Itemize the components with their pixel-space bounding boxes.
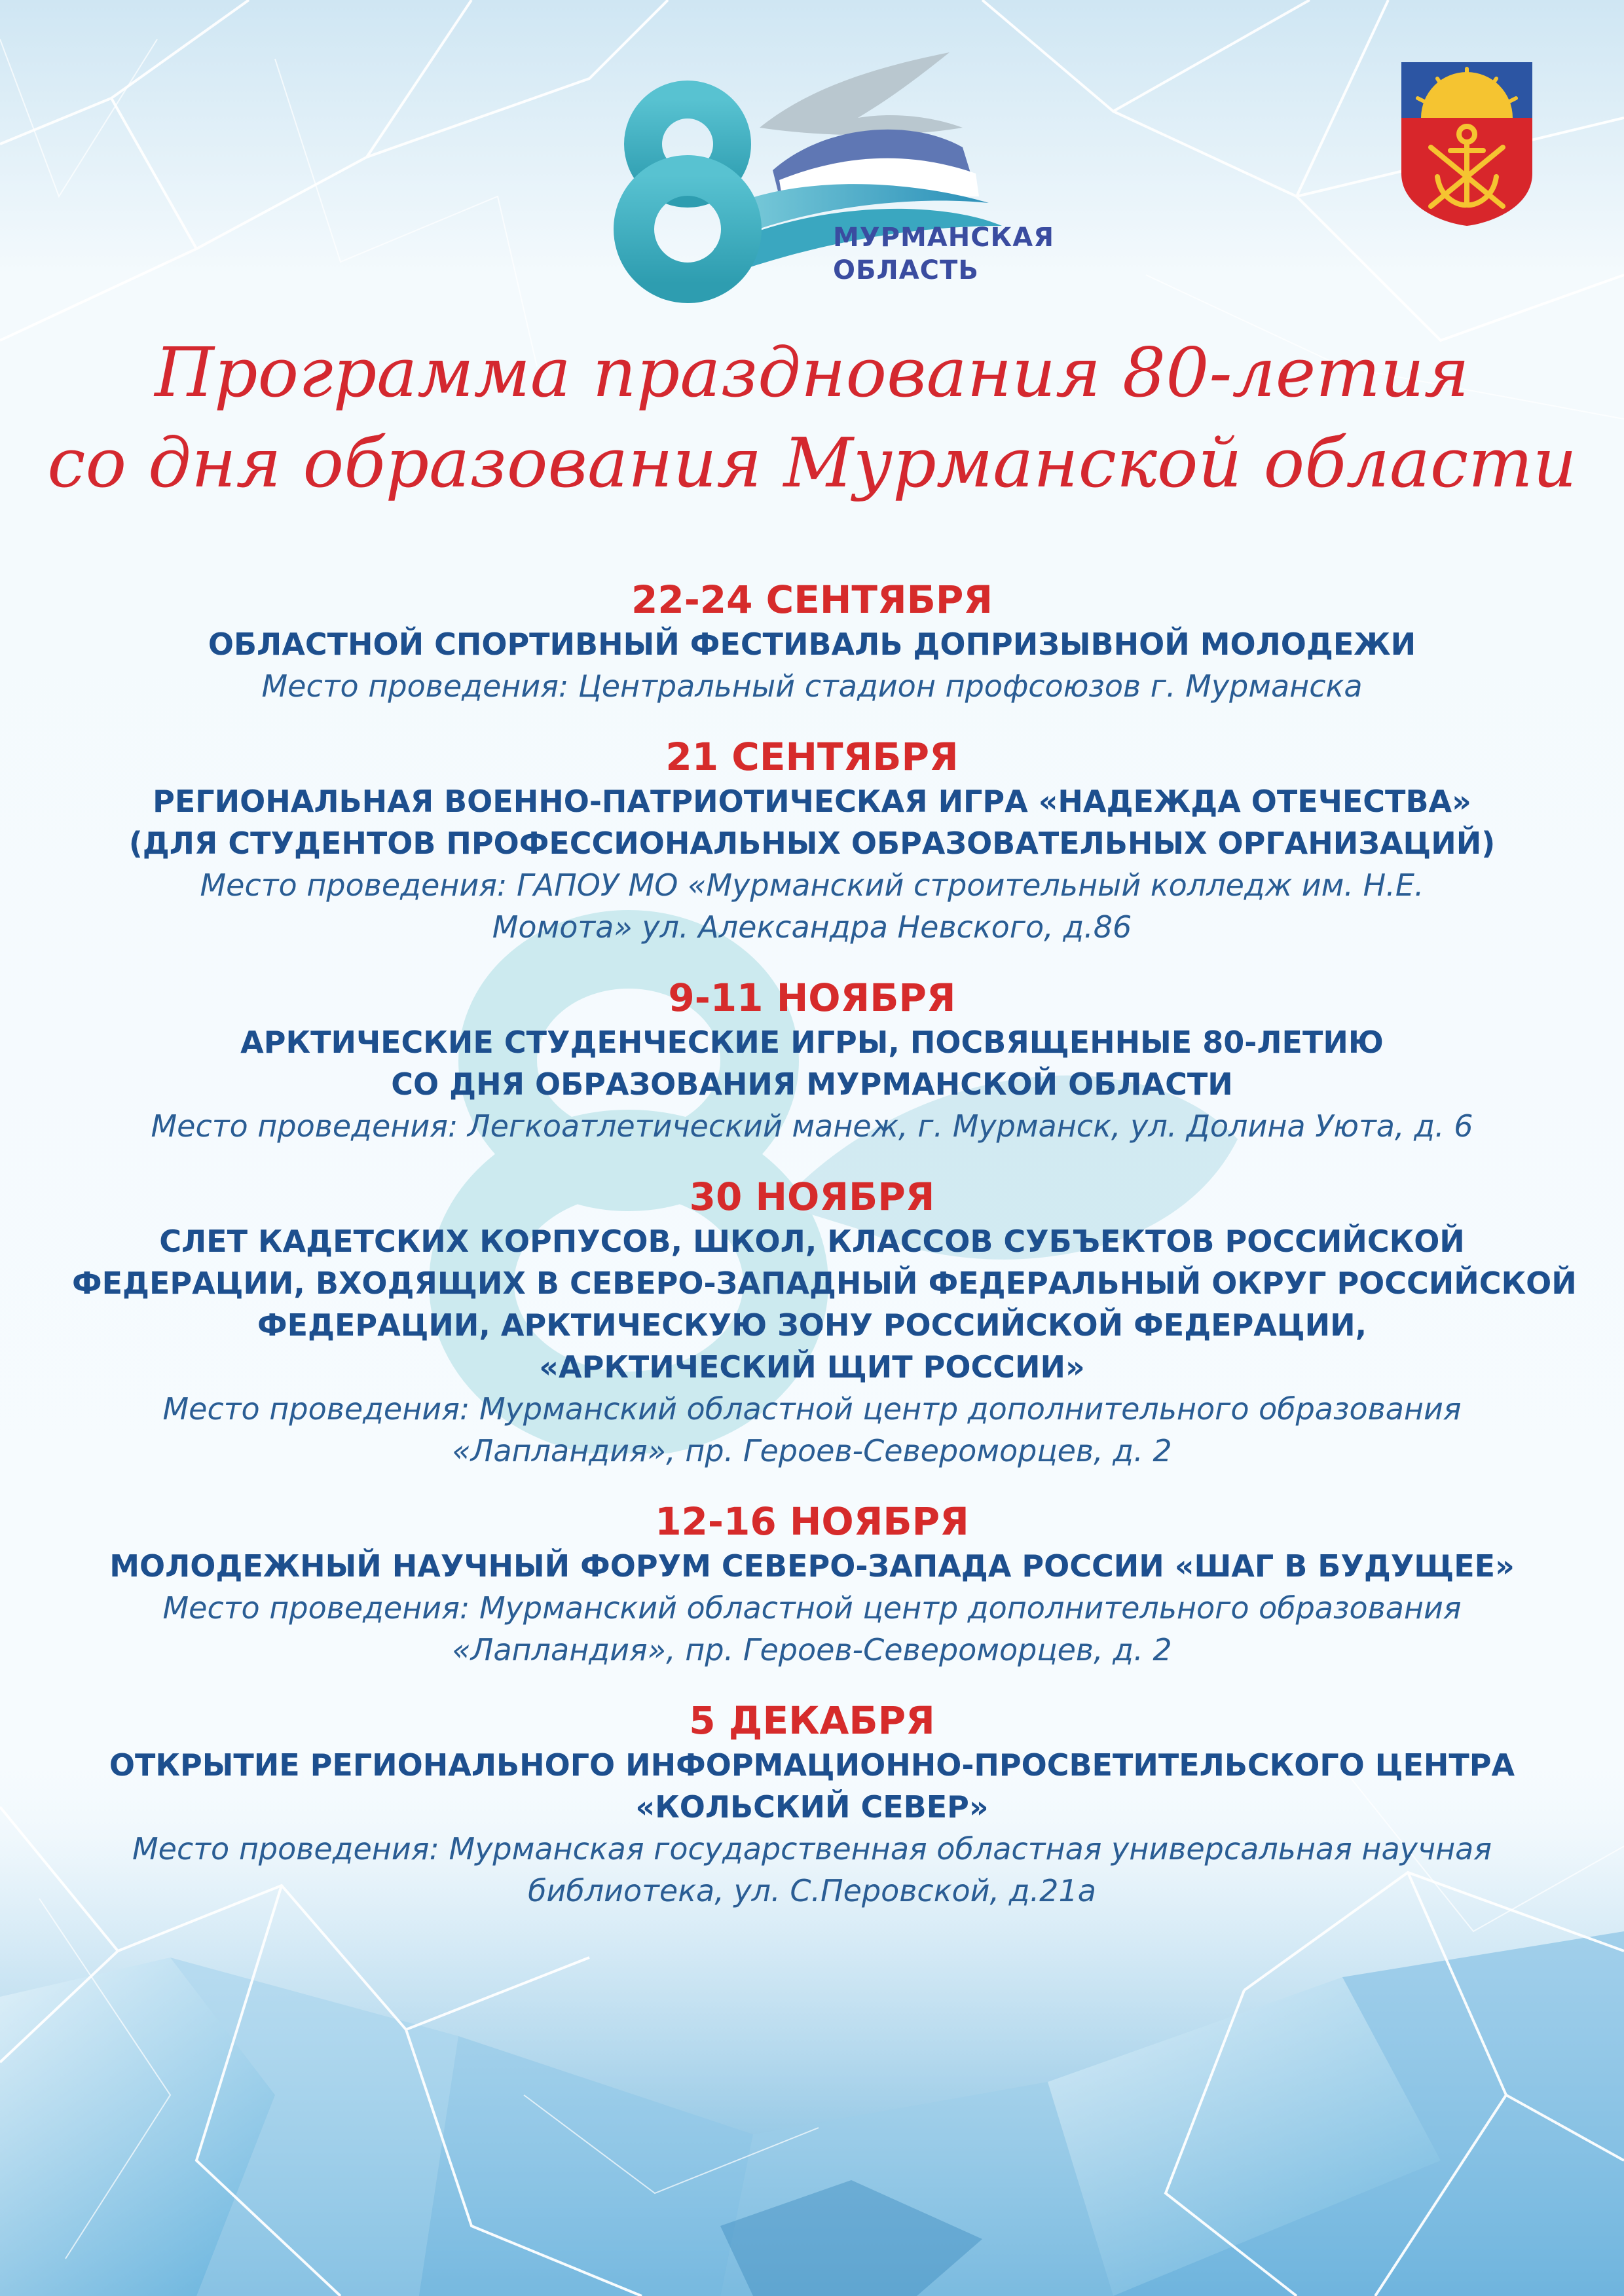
event-title-line: МОЛОДЕЖНЫЙ НАУЧНЫЙ ФОРУМ СЕВЕРО-ЗАПАДА РОССИИ «ШАГ В БУДУЩЕЕ» — [109, 1548, 1515, 1584]
event-location — [72, 1105, 1552, 1147]
event-item — [72, 1697, 1552, 1912]
event-title — [72, 1744, 1552, 1828]
event-title-line: ФЕДЕРАЦИИ, АРКТИЧЕСКУЮ ЗОНУ РОССИЙСКОЙ ФЕДЕРАЦИИ, — [257, 1307, 1367, 1343]
event-item — [72, 733, 1552, 948]
event-item — [72, 1173, 1577, 1472]
event-location-line: Место проведения: Мурманский областной центр дополнительного образования — [162, 1590, 1462, 1626]
event-item — [72, 974, 1552, 1147]
event-location — [72, 1587, 1552, 1671]
event-item — [72, 576, 1552, 707]
logo-region-line2: ОБЛАСТЬ — [833, 255, 979, 285]
event-title-line: РЕГИОНАЛЬНАЯ ВОЕННО-ПАТРИОТИЧЕСКАЯ ИГРА «НАДЕЖДА ОТЕЧЕСТВА» — [153, 784, 1471, 819]
event-title-line: (ДЛЯ СТУДЕНТОВ ПРОФЕССИОНАЛЬНЫХ ОБРАЗОВАТЕЛЬНЫХ ОРГАНИЗАЦИЙ) — [128, 826, 1496, 861]
event-location-line: Место проведения: Легкоатлетический манеж, г. Мурманск, ул. Долина Уюта, д. 6 — [151, 1108, 1473, 1144]
event-title-line: ОБЛАСТНОЙ СПОРТИВНЫЙ ФЕСТИВАЛЬ ДОПРИЗЫВНОЙ МОЛОДЕЖИ — [208, 627, 1416, 662]
event-title-line: СЛЕТ КАДЕТСКИХ КОРПУСОВ, ШКОЛ, КЛАССОВ СУБЪЕКТОВ РОССИЙСКОЙ — [159, 1224, 1465, 1259]
event-title — [72, 1220, 1577, 1388]
event-date: 9-11 НОЯБРЯ — [668, 975, 956, 1020]
event-title-line: «КОЛЬСКИЙ СЕВЕР» — [635, 1789, 989, 1825]
title-line-2: со дня образования Мурманской области — [47, 423, 1577, 503]
event-date: 30 НОЯБРЯ — [689, 1175, 935, 1219]
event-date: 22-24 СЕНТЯБРЯ — [631, 577, 993, 622]
event-location-line: библиотека, ул. С.Перовской, д.21а — [528, 1873, 1096, 1908]
coat-of-arms-icon — [1401, 62, 1532, 226]
page-title — [0, 327, 1624, 508]
event-date: 12-16 НОЯБРЯ — [655, 1499, 969, 1544]
event-title-line: ОТКРЫТИЕ РЕГИОНАЛЬНОГО ИНФОРМАЦИОННО-ПРОСВЕТИТЕЛЬСКОГО ЦЕНТРА — [109, 1747, 1515, 1783]
event-title — [72, 1021, 1552, 1105]
event-location — [72, 665, 1552, 707]
event-item — [72, 1498, 1552, 1671]
title-line-1: Программа празднования 80-летия — [155, 333, 1469, 412]
event-title — [72, 623, 1552, 665]
event-title — [72, 780, 1552, 864]
logo-region-name — [833, 221, 1054, 287]
event-title-line: «АРКТИЧЕСКИЙ ЩИТ РОССИИ» — [539, 1349, 1085, 1385]
event-title-line: ФЕДЕРАЦИИ, ВХОДЯЩИХ В СЕВЕРО-ЗАПАДНЫЙ ФЕДЕРАЛЬНЫЙ ОКРУГ РОССИЙСКОЙ — [72, 1266, 1577, 1301]
event-program — [72, 576, 1577, 1912]
event-title — [72, 1545, 1552, 1587]
event-date: 21 СЕНТЯБРЯ — [665, 735, 959, 779]
event-location-line: Место проведения: Центральный стадион профсоюзов г. Мурманска — [261, 668, 1363, 704]
event-location-line: Момота» ул. Александра Невского, д.86 — [492, 909, 1132, 945]
event-location-line: Место проведения: ГАПОУ МО «Мурманский строительный колледж им. Н.Е. — [200, 867, 1424, 903]
event-location-line: «Лапландия», пр. Героев-Североморцев, д. 2 — [452, 1632, 1172, 1667]
event-location — [72, 1388, 1552, 1472]
event-date: 5 ДЕКАБРЯ — [689, 1698, 935, 1743]
event-location — [72, 864, 1552, 948]
event-location-line: Место проведения: Мурманский областной центр дополнительного образования — [162, 1391, 1462, 1427]
logo-region-line1: МУРМАНСКАЯ — [833, 223, 1055, 253]
event-title-line: АРКТИЧЕСКИЕ СТУДЕНЧЕСКИЕ ИГРЫ, ПОСВЯЩЕННЫЕ 80-ЛЕТИЮ — [240, 1025, 1384, 1060]
event-location — [72, 1828, 1552, 1912]
event-location-line: Место проведения: Мурманская государственная областная универсальная научная — [132, 1831, 1492, 1867]
event-title-line: СО ДНЯ ОБРАЗОВАНИЯ МУРМАНСКОЙ ОБЛАСТИ — [391, 1066, 1233, 1102]
event-location-line: «Лапландия», пр. Героев-Североморцев, д. 2 — [452, 1433, 1172, 1468]
